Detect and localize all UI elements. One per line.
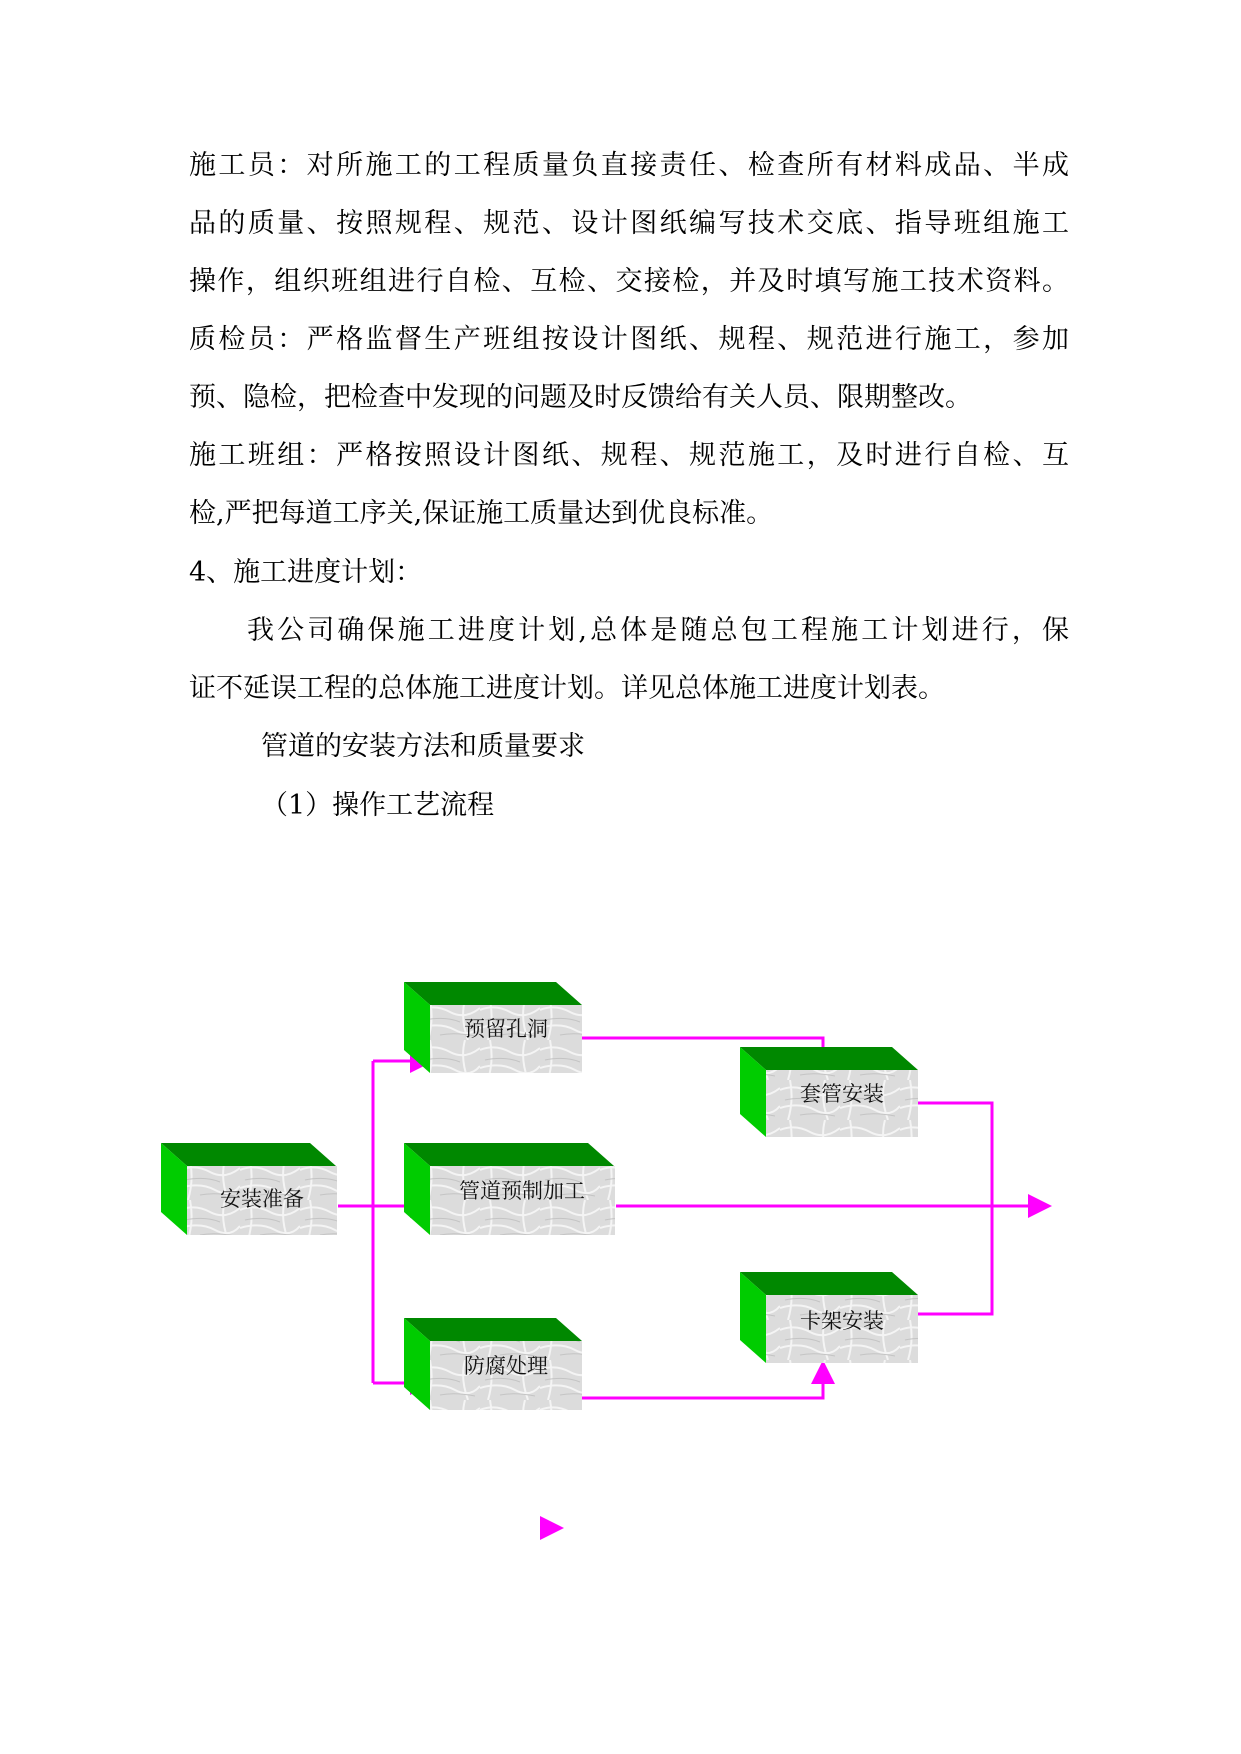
box-label-prepare: 安装准备: [220, 1187, 304, 1211]
box-label-sleeve-install: 套管安装: [800, 1082, 884, 1106]
box-prepare: [161, 1143, 337, 1235]
box-sleeve-install: [740, 1047, 918, 1137]
subsection-heading: 管道的安装方法和质量要求: [261, 731, 585, 762]
box-pipe-prefab: [404, 1143, 615, 1235]
paragraph-line: 施工班组：严格按照设计图纸、规程、规范施工，及时进行自检、互: [189, 440, 1069, 471]
box-label-reserve-hole: 预留孔洞: [464, 1017, 548, 1041]
paragraph-line: 操作，组织班组进行自检、互检、交接检，并及时填写施工技术资料。: [189, 266, 1069, 297]
box-label-anticorrosion: 防腐处理: [464, 1354, 548, 1378]
box-label-pipe-prefab: 管道预制加工: [459, 1179, 585, 1203]
connector-sleeve-right: [918, 1103, 992, 1314]
box-label-bracket-install: 卡架安装: [800, 1309, 884, 1333]
paragraph-line: 证不延误工程的总体施工进度计划。详见总体施工进度计划表。: [189, 673, 945, 704]
paragraph-line: 预、隐检，把检查中发现的问题及时反馈给有关人员、限期整改。: [189, 382, 972, 413]
paragraph-line: 品的质量、按照规程、规范、设计图纸编写技术交底、指导班组施工: [189, 208, 1069, 239]
paragraph-line: 我公司确保施工进度计划,总体是随总包工程施工计划进行，保: [247, 615, 1069, 646]
box-anticorrosion: [404, 1318, 582, 1410]
arrow-anticorrosion-to-bracket: [582, 1366, 823, 1398]
section-heading: 4、施工进度计划：: [189, 557, 423, 588]
paragraph-line: 施工员：对所施工的工程质量负直接责任、检查所有材料成品、半成: [189, 150, 1069, 181]
box-reserve-hole: [404, 982, 582, 1073]
subsection-heading: （1）操作工艺流程: [261, 790, 495, 821]
box-bracket-install: [740, 1272, 918, 1363]
paragraph-line: 检,严把每道工序关,保证施工质量达到优良标准。: [189, 498, 774, 529]
paragraph-line: 质检员：严格监督生产班组按设计图纸、规程、规范进行施工，参加: [189, 324, 1069, 355]
